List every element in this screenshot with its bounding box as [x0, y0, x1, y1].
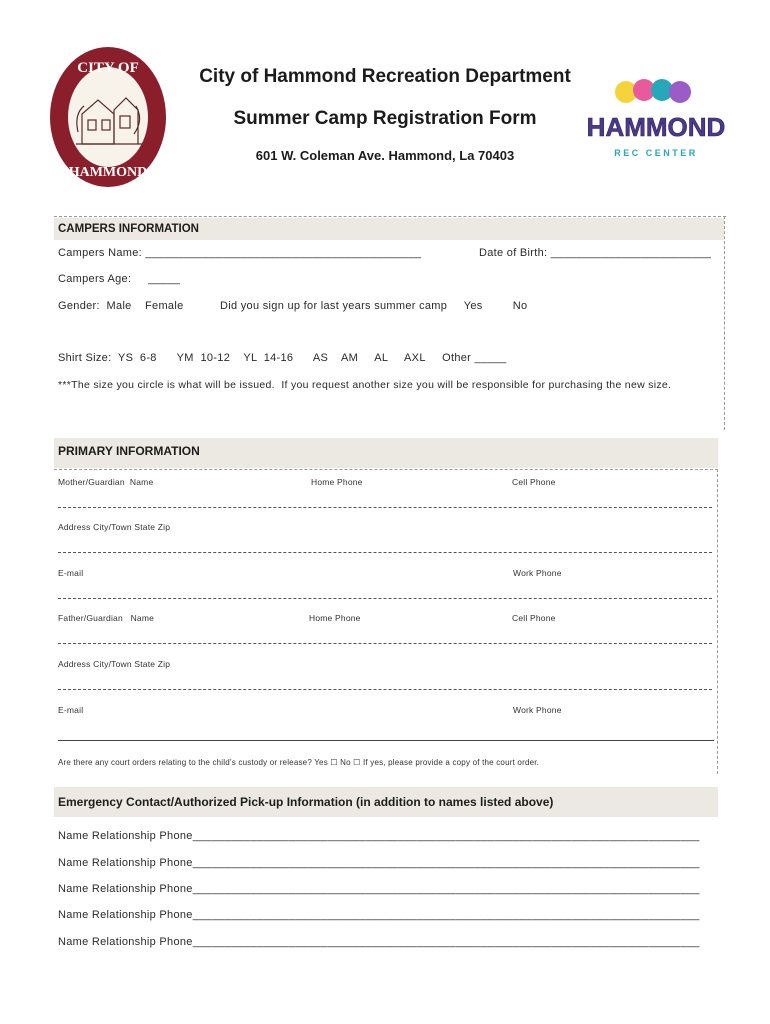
emergency-contact-row-2[interactable]: Name Relationship Phone_______________________________________________________________________________: [58, 857, 700, 869]
hammond-rec-center-logo: [586, 76, 726, 164]
primary-information-heading: PRIMARY INFORMATION: [54, 438, 718, 468]
mother-guardian-name-label: Mother/Guardian Name: [58, 477, 154, 487]
emergency-contact-row-4[interactable]: Name Relationship Phone_______________________________________________________________________________: [58, 909, 700, 921]
seal-text-bottom: HAMMOND: [68, 165, 148, 180]
father-address-label: Address City/Town State Zip: [58, 659, 171, 669]
emergency-contact-row-5[interactable]: Name Relationship Phone_______________________________________________________________________________: [58, 936, 700, 948]
last-year-signup-question[interactable]: Did you sign up for last years summer camp Yes No: [220, 300, 528, 312]
primary-section-top-border: [54, 469, 718, 470]
father-email-input-line[interactable]: [58, 740, 714, 741]
mother-address-input-line[interactable]: [58, 552, 712, 553]
address-line: 601 W. Coleman Ave. Hammond, La 70403: [255, 148, 515, 163]
mother-address-label: Address City/Town State Zip: [58, 522, 171, 532]
campers-section-right-border: [724, 216, 725, 430]
shirt-size-options[interactable]: Shirt Size: YS 6-8 YM 10-12 YL 14-16 AS AM AL AXL Other _____: [58, 352, 507, 364]
campers-name-field[interactable]: Campers Name: ___________________________________________: [58, 247, 422, 259]
mother-work-phone-label: Work Phone: [513, 568, 562, 578]
campers-age-field[interactable]: Campers Age: _____: [58, 273, 181, 285]
mother-email-label: E-mail: [58, 568, 84, 578]
logo-sub: REC CENTER: [614, 148, 698, 158]
court-order-question[interactable]: Are there any court orders relating to the child’s custody or release? Yes ☐ No ☐ If yes, please provide a copy of the court order.: [58, 758, 540, 767]
father-work-phone-label: Work Phone: [513, 705, 562, 715]
form-title: Summer Camp Registration Form: [233, 108, 537, 129]
primary-section-right-border: [717, 469, 718, 774]
father-cell-phone-label: Cell Phone: [512, 613, 556, 623]
father-home-phone-label: Home Phone: [309, 613, 361, 623]
gender-options[interactable]: Gender: Male Female: [58, 300, 184, 312]
father-guardian-name-label: Father/Guardian Name: [58, 613, 155, 623]
mother-email-input-line[interactable]: [58, 598, 712, 599]
father-name-input-line[interactable]: [58, 643, 712, 644]
mother-home-phone-label: Home Phone: [311, 477, 363, 487]
emergency-contact-heading: Emergency Contact/Authorized Pick-up Information (in addition to names listed above): [54, 787, 718, 817]
mother-cell-phone-label: Cell Phone: [512, 477, 556, 487]
seal-text-top: CITY OF: [77, 60, 139, 76]
shirt-size-note: ***The size you circle is what will be issued. If you request another size you will be responsible for purchasing the new size.: [58, 379, 672, 391]
father-address-input-line[interactable]: [58, 689, 712, 690]
emergency-contact-row-3[interactable]: Name Relationship Phone_______________________________________________________________________________: [58, 883, 700, 895]
page-title: City of Hammond Recreation Department: [199, 66, 571, 87]
mother-name-input-line[interactable]: [58, 507, 712, 508]
logo-word: HAMMOND: [586, 112, 726, 142]
campers-information-heading: CAMPERS INFORMATION: [54, 218, 724, 240]
father-email-label: E-mail: [58, 705, 84, 715]
emergency-contact-row-1[interactable]: Name Relationship Phone_______________________________________________________________________________: [58, 830, 700, 842]
campers-section-top-border: [54, 216, 726, 217]
date-of-birth-field[interactable]: Date of Birth: _________________________: [479, 247, 712, 259]
